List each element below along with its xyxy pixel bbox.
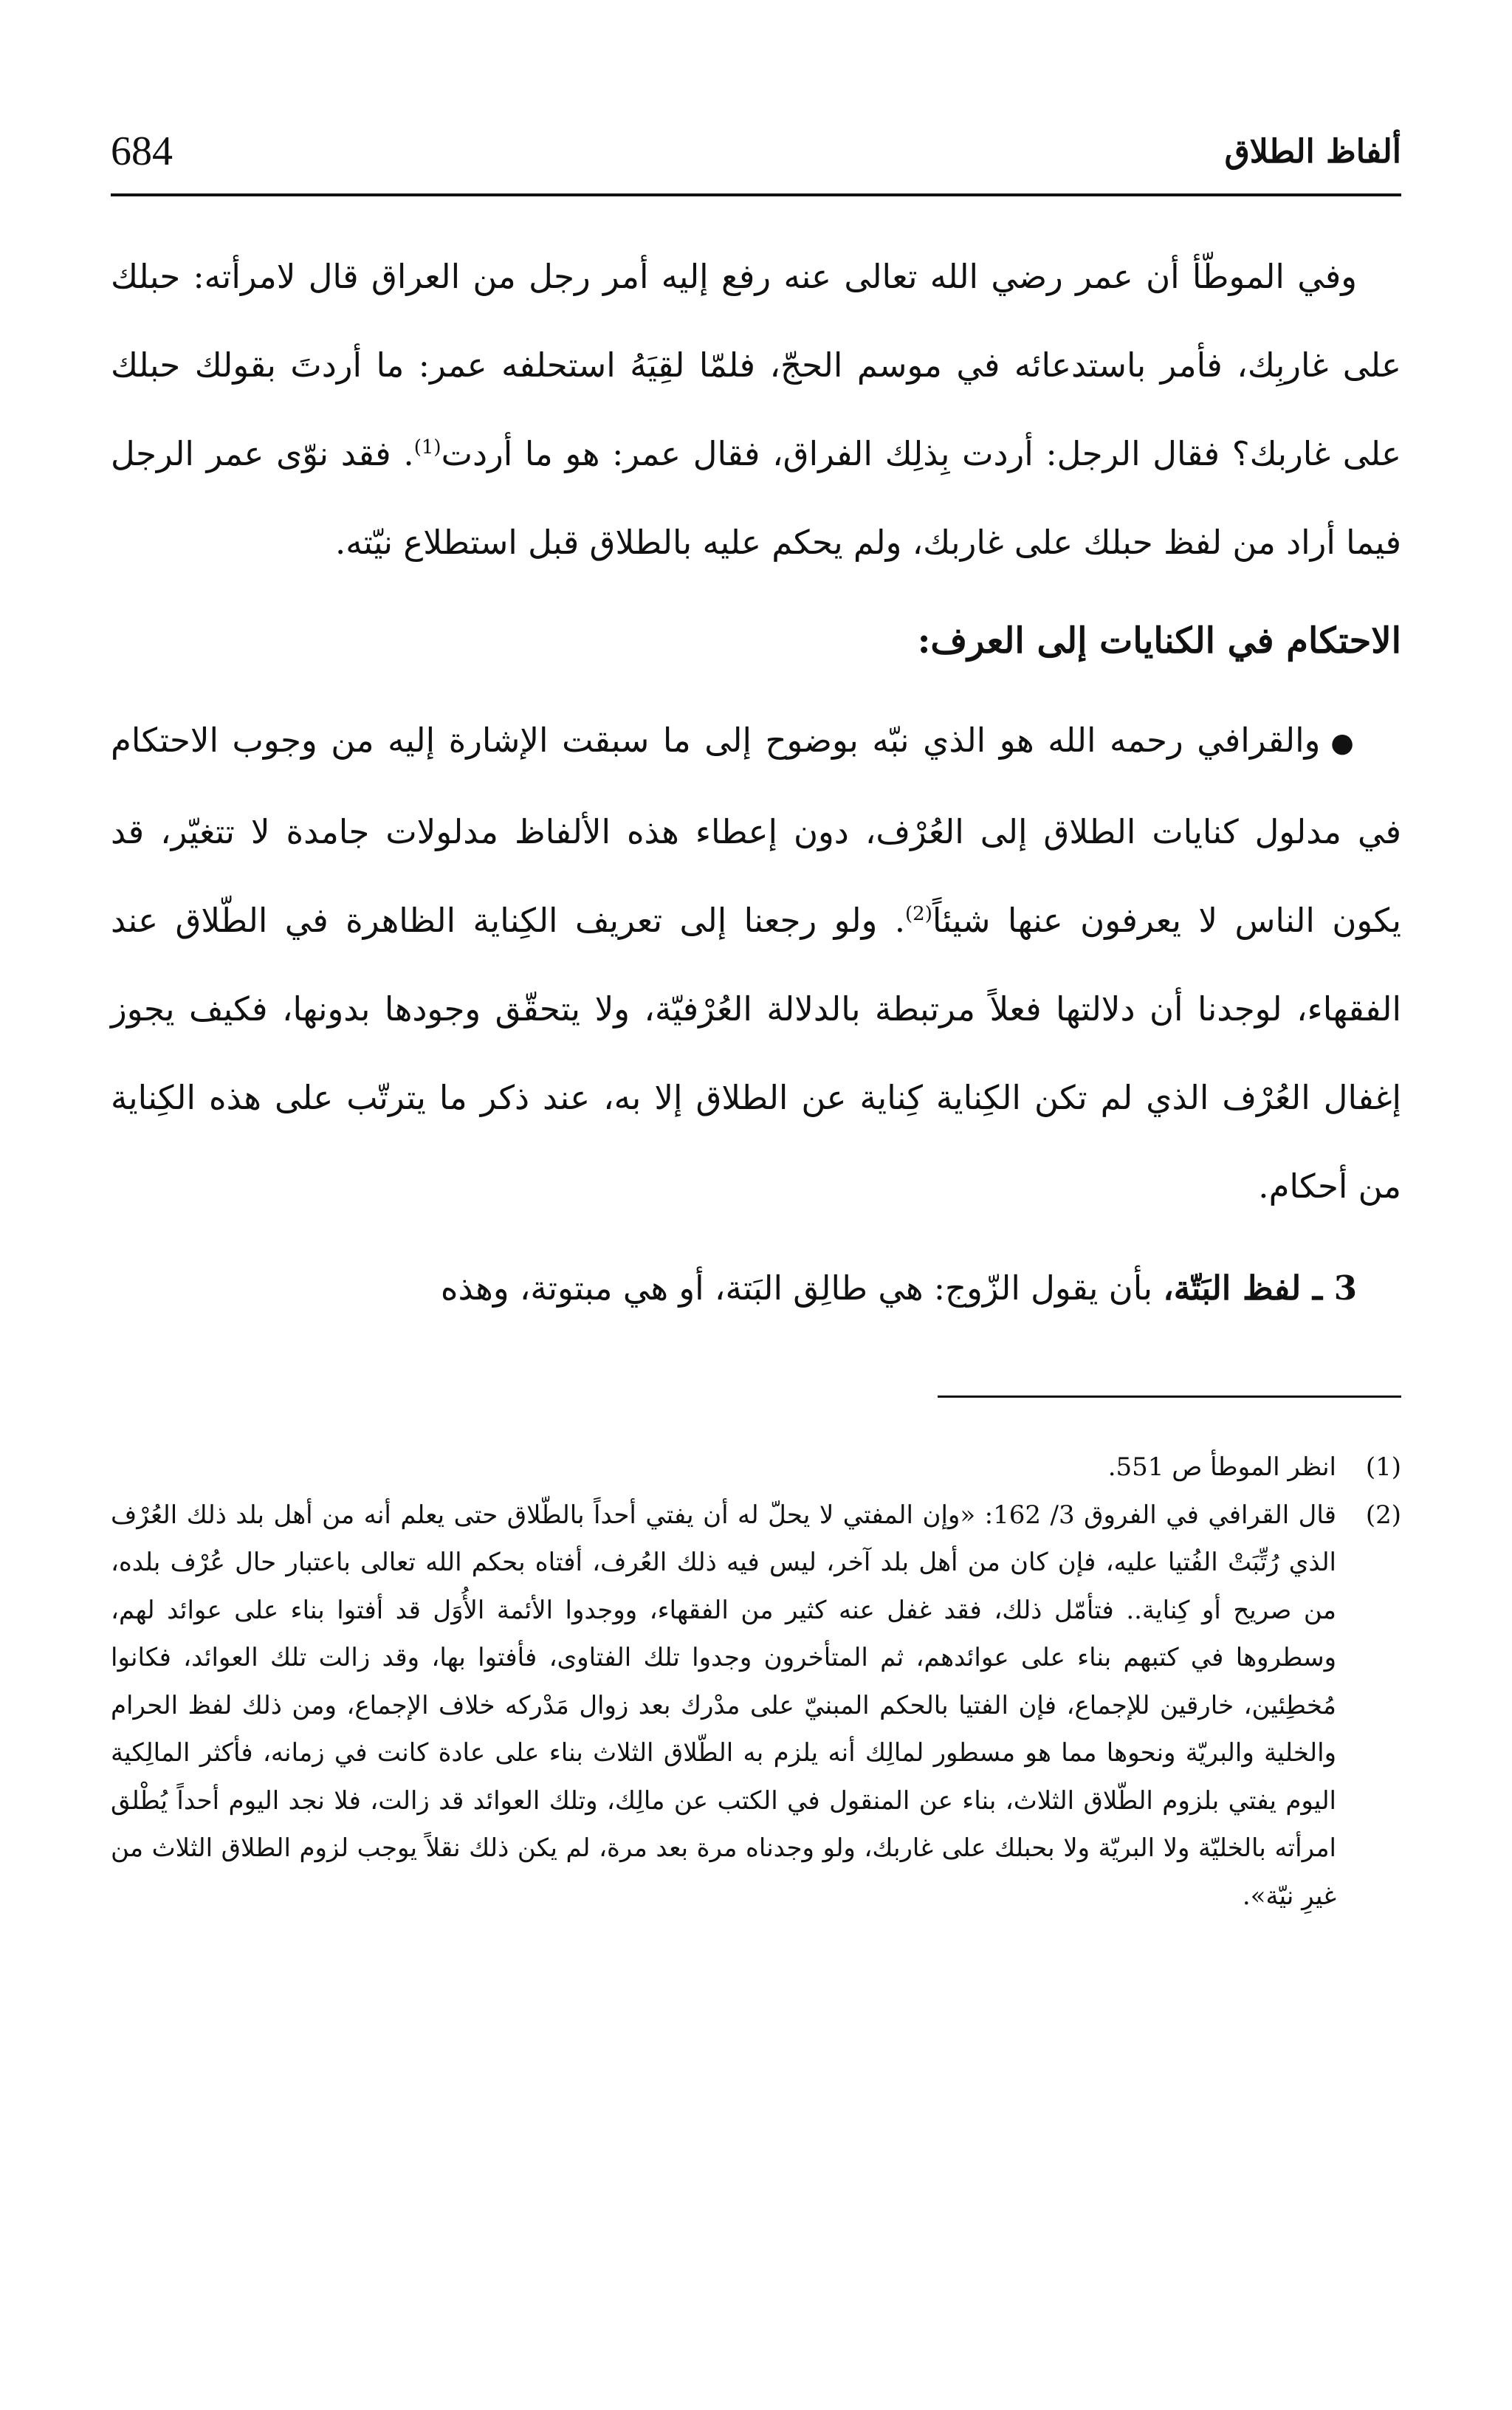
section-heading: الاحتكام في الكنايات إلى العرف: <box>917 620 1401 662</box>
page-number: 684 <box>111 128 173 174</box>
footnote-number: (1) <box>1365 1452 1401 1482</box>
footnote-text: انظر الموطأ ص 551. <box>1107 1452 1336 1482</box>
page-header <box>111 118 1401 185</box>
footnotes <box>111 1443 1401 1920</box>
footnote-separator <box>938 1395 1401 1398</box>
paragraph-batta: 3 ـ لفظ البَتّة، بأن يقول الزّوج: هي طالِق البَتة، أو هي مبتوتة، وهذه <box>440 1268 1357 1308</box>
header-rule <box>111 193 1401 196</box>
footnote-ref-1: (1) <box>413 436 441 459</box>
main-text <box>111 233 1401 1333</box>
footnote-ref-2: (2) <box>905 903 932 925</box>
item-lead: 3 ـ لفظ البَتّة، <box>1163 1268 1357 1308</box>
bullet-icon: ● <box>1330 728 1357 758</box>
footnote-2 <box>111 1491 1401 1920</box>
running-title: ألفاظ الطلاق <box>1224 132 1401 171</box>
paragraph-muwatta: وفي الموطّأ أن عمر رضي الله تعالى عنه رفع إليه أمر رجل من العراق قال لامرأته: حبلك على غاربِك، فأمر باستدعائه في موسم الحجّ، فلمّا لقِيَهُ استحلفه عمر: ما أردتَ بقولك حبلك على غاربك؟ فقال الرجل: أردت بِذلِك الفراق، فقال عمر: هو ما أردت$^{(1)}$. فقد نوّى عمر الرجل فيما أراد من لفظ حبلك على غاربك، ولم يحكم عليه بالطلاق قبل استطلاع نيّته. <box>111 257 1401 562</box>
paragraph-qarafi: ●والقرافي رحمه الله هو الذي نبّه بوضوح إلى ما سبقت الإشارة إليه من وجوب الاحتكام في مدلول كنايات الطلاق إلى العُرْف، دون إعطاء هذه الألفاظ مدلولات جامدة لا تتغيّر، قد يكون الناس لا يعرفون عنها شيئاً$^{(2)}$. ولو رجعنا إلى تعريف الكِناية الظاهرة في الطّلاق عند الفقهاء، لوجدنا أن دلالتها فعلاً مرتبطة بالدلالة العُرْفيّة، ولا يتحقّق وجودها بدونها، فكيف يجوز إغفال العُرْف الذي لم تكن الكِناية كِناية عن الطلاق إلا به، عند ذكر ما يترتّب على هذه الكِناية من أحكام. <box>111 721 1401 1206</box>
footnote-number: (2) <box>1365 1500 1401 1530</box>
footnote-1 <box>111 1443 1401 1491</box>
footnote-text: قال القرافي في الفروق 3/ 162: «وإن المفتي لا يحلّ له أن يفتي أحداً بالطّلاق حتى يعلم أنه من أهل بلد ذلك العُرْف الذي رُتِّبَتْ الفُتيا عليه، فإن كان من أهل بلد آخر، ليس فيه ذلك العُرف، أفتاه بحكم الله تعالى باعتبار حال عُرْف بلده، من صريح أو كِناية.. فتأمّل ذلك، فقد غفل عنه كثير من الفقهاء، ووجدوا الأئمة الأُوَل قد أفتوا بناء على عوائد لهم، وسطروها في كتبهم بناء على عوائدهم، ثم المتأخرون وجدوا تلك الفتاوى، فأفتوا بها، وقد زالت تلك العوائد، فكانوا مُخطِئين، خارقين للإجماع، فإن الفتيا بالحكم المبنيّ على مدْرك بعد زوال مَدْركه خلاف الإجماع، ومن ذلك لفظ الحرام والخلية والبريّة ونحوها مما هو مسطور لمالِك أنه يلزم به الطّلاق الثلاث بناء على عادة كانت في زمانه، فأكثر المالِكية اليوم يفتي بلزوم الطّلاق الثلاث، بناء عن المنقول في الكتب عن مالِك، وتلك العوائد قد زالت، فلا نجد اليوم أحداً يُطْلق امرأته بالخليّة ولا البريّة ولا بحبلك على غاربك، ولو وجدناه مرة بعد مرة، لم يكن ذلك نقلاً يوجب لزوم الطلاق الثلاث من غيرِ نيّة». <box>111 1500 1337 1911</box>
